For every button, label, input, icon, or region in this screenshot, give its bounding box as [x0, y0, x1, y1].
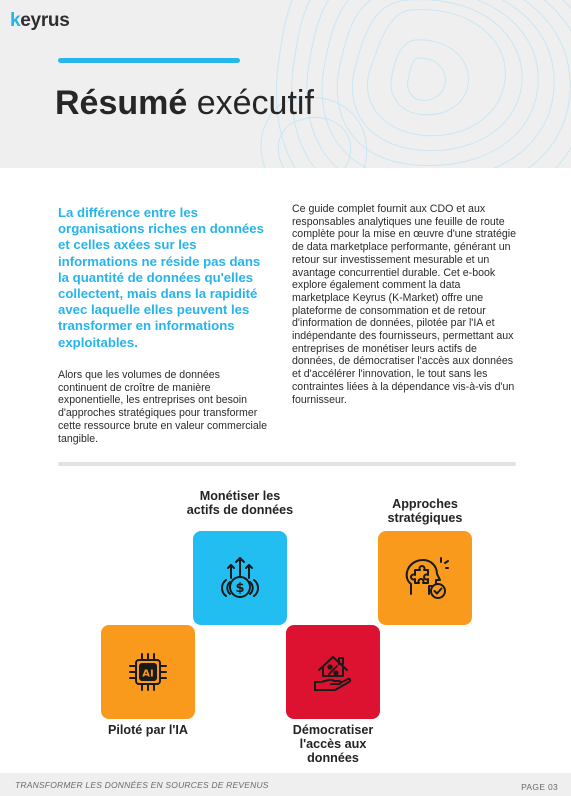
header-band: [0, 0, 571, 168]
left-paragraph: Alors que les volumes de données continuent de croître de manière exponentielle, les entreprises ont besoin d'approches stratégiques pour transformer cette ressource brute en valeur commerciale tangible.: [58, 369, 268, 445]
tile-democratiser: [286, 625, 380, 719]
footer-title: TRANSFORMER LES DONNÉES EN SOURCES DE REVENUS: [15, 780, 269, 790]
tile-label-pilote: Piloté par l'IA: [108, 723, 188, 737]
lead-paragraph: La différence entre les organisations riches en données et celles axées sur les informations ne réside pas dans la quantité de données qu'elles collectent, mais dans la rapidité avec laquelle elles peuvent les transformer en informations exploitables.: [58, 205, 264, 350]
keyrus-logo: keyrus: [10, 10, 70, 31]
tile-approches: [378, 531, 472, 625]
tile-label-monetiser: Monétiser les actifs de données: [186, 489, 294, 517]
svg-text:$: $: [235, 581, 245, 596]
ai-chip-icon: [124, 648, 172, 696]
tile-label-approches: Approches stratégiques: [387, 497, 463, 525]
tile-label-democratiser: Démocratiser l'accès aux données: [292, 723, 374, 765]
page-title-bold: Résumé: [55, 84, 188, 122]
tile-monetiser: [193, 531, 287, 625]
right-paragraph: Ce guide complet fournit aux CDO et aux responsables analytiques une feuille de route complète pour la mise en œuvre d'une stratégie de data marketplace performante, générant un retour sur investissement mesurable et un avantage concurrentiel durable. Cet e-book explore également comment la data marketplace Keyrus (K-Market) offre une plateforme de consommation et de retour d'information de données, pilotée par l'IA et indépendante des fournisseurs, permettant aux entreprises de monétiser leurs actifs de données, de démocratiser l'accès aux données et d'accélérer l'innovation, le tout sans les contraintes liées à la dépendance vis-à-vis d'un fournisseur.: [292, 203, 517, 406]
footer-band: [0, 773, 571, 796]
tile-pilote: [101, 625, 195, 719]
accent-bar: [58, 58, 240, 63]
page-title: [55, 84, 314, 123]
puzzle-head-icon: [401, 554, 449, 602]
money-growth-icon: [216, 554, 264, 602]
page-number: PAGE 03: [521, 782, 558, 792]
section-divider: [58, 462, 516, 466]
house-hand-icon: [309, 648, 357, 696]
page-title-light: exécutif: [196, 84, 314, 122]
svg-text:AI: AI: [142, 668, 154, 680]
